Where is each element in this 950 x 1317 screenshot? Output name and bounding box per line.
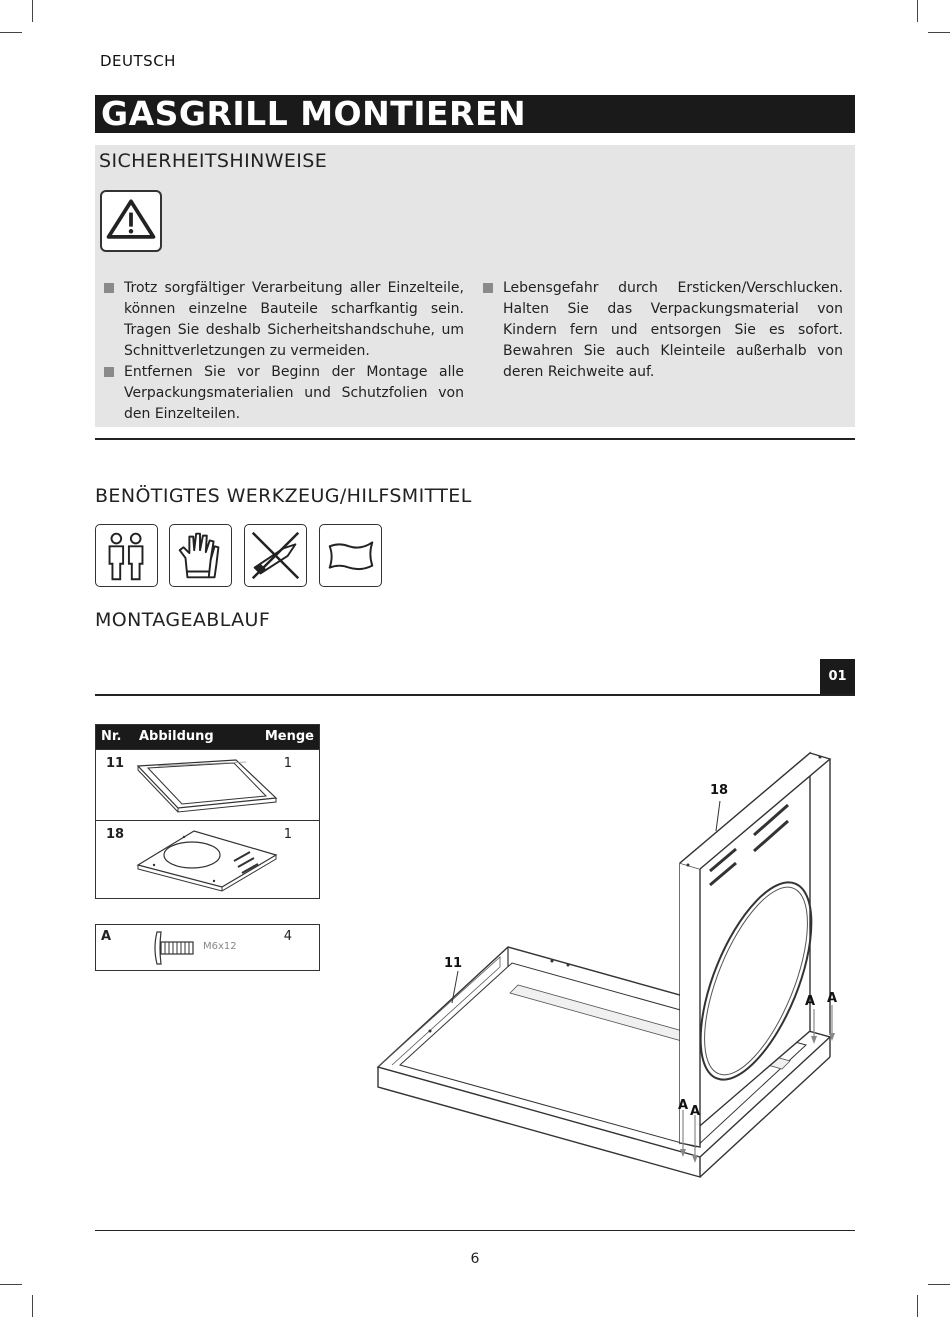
list-item: [479, 278, 843, 383]
gloves-icon: [169, 524, 232, 587]
safety-right-column: [479, 278, 843, 383]
list-item: [100, 278, 464, 362]
column-header-nr: Nr.: [101, 729, 122, 744]
frame-part-illustration: [134, 754, 284, 816]
page-number: 6: [470, 1251, 480, 1267]
crop-mark: [928, 32, 950, 33]
part-number: 18: [106, 827, 125, 842]
bullet-square: [104, 283, 114, 293]
bullet-square: [483, 283, 493, 293]
safety-left-column: [100, 278, 464, 425]
screw-id: A: [101, 929, 112, 944]
assembly-heading: MONTAGEABLAUF: [95, 609, 271, 631]
tools-heading: BENÖTIGTES WERKZEUG/HILFSMITTEL: [95, 485, 472, 507]
bullet-text: Lebensgefahr durch Ersticken/Verschlucken. Halten Sie das Verpackungsmaterial von Kindern fern und entsorgen Sie es sofort. Bewahren Sie auch Kleinteile außerhalb von deren Reichweite auf.: [503, 280, 843, 380]
step-number-badge: 01: [820, 659, 855, 695]
screw-icon: [151, 930, 197, 966]
callout-screw-a: A: [827, 991, 838, 1006]
callout-part-11: 11: [444, 956, 463, 971]
crop-mark: [917, 1295, 918, 1317]
column-header-illustration: Abbildung: [139, 729, 214, 744]
divider: [95, 694, 855, 696]
warning-icon: [100, 190, 162, 252]
crop-mark: [917, 0, 918, 22]
crop-mark: [928, 1284, 950, 1285]
crop-mark: [32, 0, 33, 22]
callout-screw-a: A: [805, 994, 816, 1009]
bullet-text: Trotz sorgfältiger Verarbeitung aller Einzelteile, können einzelne Bauteile scharfkantig sein. Tragen Sie deshalb Sicherheitshandschuhe, um Schnittverletzungen zu vermeiden.: [124, 280, 464, 359]
cloth-icon: [319, 524, 382, 587]
callout-screw-a: A: [690, 1104, 701, 1119]
parts-table: [95, 724, 320, 899]
panel-part-illustration: [134, 825, 284, 895]
column-header-qty: Menge: [264, 729, 314, 744]
table-row: [96, 820, 319, 898]
assembly-diagram: [370, 735, 850, 1185]
part-number: 11: [106, 756, 125, 771]
crop-mark: [0, 1284, 22, 1285]
callout-part-18: 18: [710, 783, 729, 798]
crop-mark: [32, 1295, 33, 1317]
table-row: [96, 749, 319, 820]
bullet-text: Entfernen Sie vor Beginn der Montage alle Verpackungsmaterialien und Schutzfolien von den Einzelteilen.: [124, 364, 464, 422]
crop-mark: [0, 32, 22, 33]
safety-heading: SICHERHEITSHINWEISE: [99, 150, 328, 172]
table-header: [96, 725, 319, 749]
list-item: [100, 362, 464, 425]
part-quantity: 1: [283, 827, 292, 842]
callout-screw-a: A: [678, 1098, 689, 1113]
divider: [95, 438, 855, 440]
screw-size: M6x12: [203, 941, 237, 952]
two-persons-icon: [95, 524, 158, 587]
footer-divider: [95, 1230, 855, 1231]
screw-quantity: 4: [283, 929, 292, 944]
screw-parts-box: [95, 924, 320, 971]
page-title: GASGRILL MONTIEREN: [95, 95, 855, 133]
language-label: DEUTSCH: [100, 52, 176, 70]
bullet-square: [104, 367, 114, 377]
part-quantity: 1: [283, 756, 292, 771]
no-knife-icon: [244, 524, 307, 587]
